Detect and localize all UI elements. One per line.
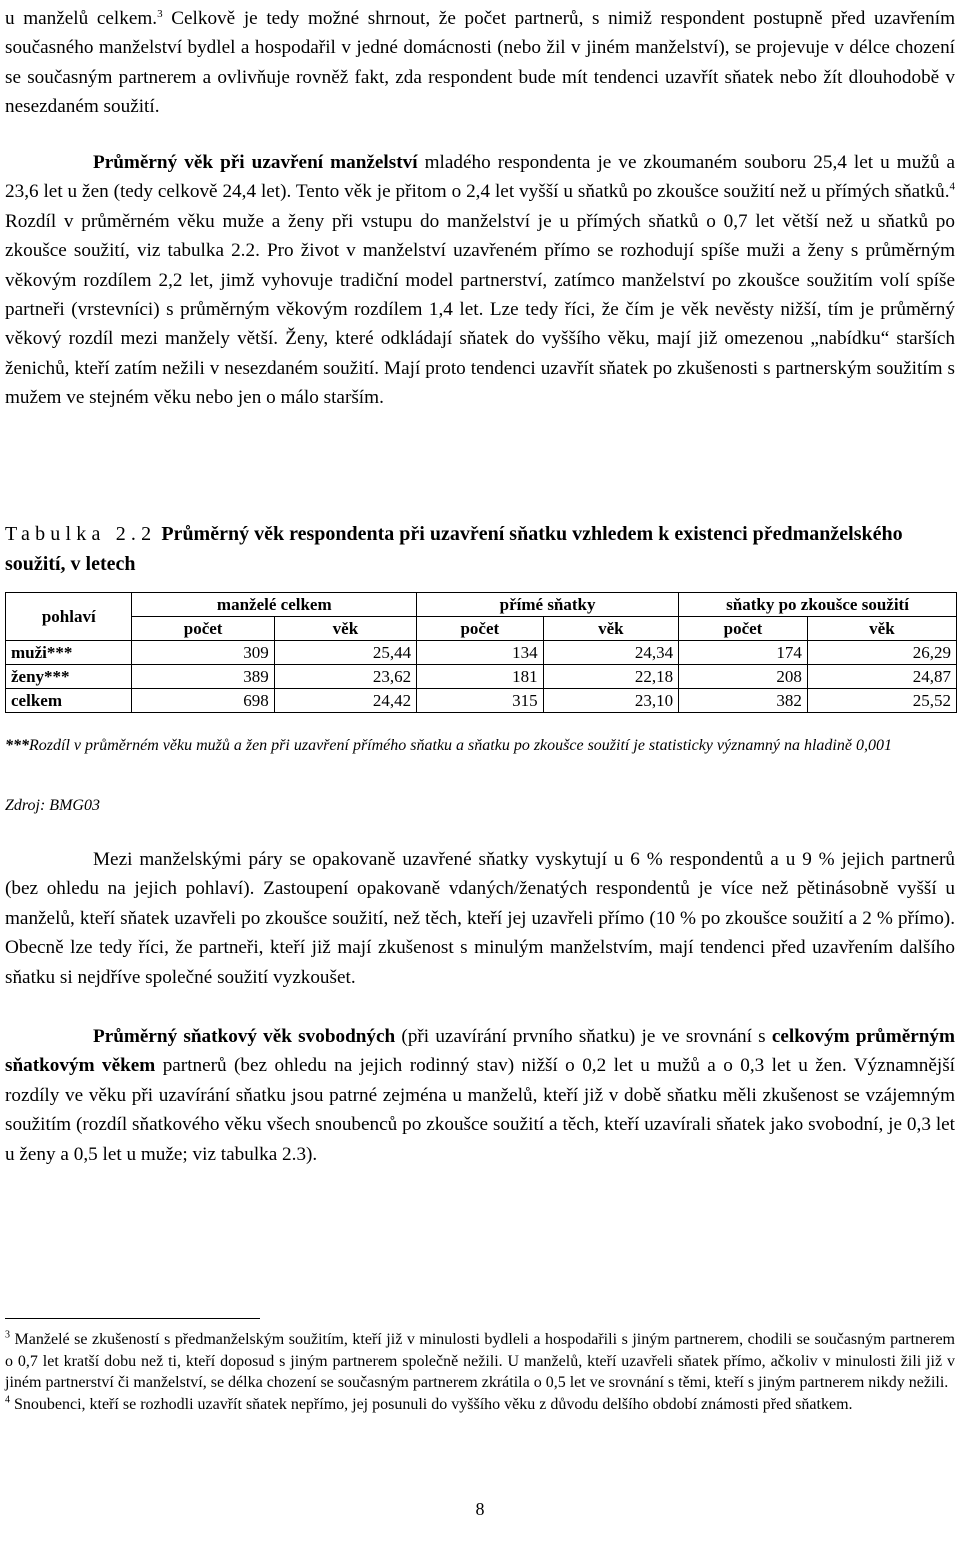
paragraph-average-age (5, 148, 955, 413)
table-cell: 23,10 (543, 689, 679, 713)
paragraph-text: Tento věk je přitom o 2,4 let vyšší u sňatků po zkoušce soužití než u přímých sňatků. (291, 181, 950, 203)
table-header-row (6, 593, 957, 617)
row-label: ženy*** (6, 665, 132, 689)
table-cell: 181 (417, 665, 543, 689)
table-cell: 24,87 (807, 665, 956, 689)
table-caption: Průměrný věk respondenta při uzavření sňatku vzhledem k existenci předmanželského soužití, v letech (5, 523, 903, 575)
paragraph-text: (při uzavírání prvního sňatku) je ve srovnání s (395, 1026, 772, 1047)
page-number: 8 (475, 1499, 485, 1519)
footnote-ref-4: 4 (949, 181, 955, 194)
row-label: celkem (6, 689, 132, 713)
table-cell: 309 (132, 641, 274, 665)
table-row (6, 689, 957, 713)
column-header: počet (417, 617, 543, 641)
column-header: počet (679, 617, 808, 641)
table-title (5, 519, 955, 579)
table-cell: 23,62 (274, 665, 416, 689)
column-header-sex: pohlaví (6, 593, 132, 641)
column-header: věk (274, 617, 416, 641)
bold-term: Průměrný věk při uzavření manželství (93, 152, 418, 173)
footnote-text: Snoubenci, kteří se rozhodli uzavřít sňatek nepřímo, jej posunuli do vyššího věku z důvodu delšího období známosti před sňatkem. (10, 1395, 853, 1413)
significance-stars: *** (5, 737, 29, 754)
table-cell: 698 (132, 689, 274, 713)
table-cell: 134 (417, 641, 543, 665)
table-cell: 24,42 (274, 689, 416, 713)
table-source: Zdroj: BMG03 (5, 797, 100, 814)
bold-term: celkovým průměrným sňatkovým věkem (5, 1026, 955, 1077)
table-note-text: Rozdíl v průměrném věku mužů a žen při uzavření přímého sňatku a sňatku po zkoušce soužití je statisticky významný na hladině 0,001 (29, 737, 892, 754)
footnote-3 (5, 1329, 955, 1394)
table-cell: 25,44 (274, 641, 416, 665)
footnote-number: 4 (5, 1394, 10, 1406)
table-cell: 174 (679, 641, 808, 665)
table-cell: 389 (132, 665, 274, 689)
column-group-header: sňatky po zkoušce soužití (679, 593, 957, 617)
row-label: muži*** (6, 641, 132, 665)
table-cell: 25,52 (807, 689, 956, 713)
footnote-ref-3: 3 (157, 7, 163, 20)
column-group-header: přímé sňatky (417, 593, 679, 617)
table-subheader-row (6, 617, 957, 641)
column-group-header: manželé celkem (132, 593, 417, 617)
footnote-text: Manželé se zkušeností s předmanželským soužitím, kteří již v minulosti bydleli a hospodařili s jiným partnerem, chodili se současným partnerem o 0,7 let kratší dobu než ti, kteří doposud s jiným partnerem společně nežili. U manželů, kteří uzavřeli sňatek přímo, ačkoliv v minulosti žili již v jiném partnerství či manželství, se délka chození se současným partnerem zkrátila o 0,5 let ve srovnání s těmi, kteří s jiným partnerem nikdy nežili. (5, 1331, 955, 1392)
table-label: Tabulka 2.2 (5, 523, 157, 545)
table-row (6, 665, 957, 689)
paragraph-summary (5, 4, 955, 122)
data-table (5, 592, 957, 713)
footnote-4 (5, 1394, 955, 1416)
column-header: věk (807, 617, 956, 641)
table-row (6, 641, 957, 665)
table-cell: 315 (417, 689, 543, 713)
table-cell: 26,29 (807, 641, 956, 665)
paragraph-repeated-marriages: Mezi manželskými páry se opakovaně uzavřené sňatky vyskytují u 6 % respondentů a u 9 % jejich partnerů (bez ohledu na jejich pohlaví). Zastoupení opakovaně vdaných/ženatých respondentů je více než pětinásobně vyšší u manželů, kteří sňatek uzavřeli po zkoušce soužití, než těch, kteří jej uzavřeli přímo (10 % po zkoušce soužití a 2 % přímo). Obecně lze tedy říci, že partneři, kteří již mají zkušenost s minulým manželstvím, mají tendenci před uzavřením dalšího sňatku si nejdříve společné soužití vyzkoušet. (5, 849, 955, 988)
column-header: věk (543, 617, 679, 641)
paragraph-text: Celkově je tedy možné shrnout, že počet partnerů, s nimiž respondent postupně před uzavřením současného manželství bydlel a hospodařil v jedné domácnosti (nebo žil v jiném manželství), se projevuje v délce chození se současným partnerem a ovlivňuje rovněž fakt, zda respondent bude mít tendenci uzavřít sňatek nebo žít dlouhodobě v nesezdaném soužití. (5, 8, 955, 118)
column-header: počet (132, 617, 274, 641)
table-cell: 24,34 (543, 641, 679, 665)
footnotes (5, 1329, 955, 1415)
table-cell: 382 (679, 689, 808, 713)
paragraph-single-age (5, 1022, 955, 1169)
paragraph-text: Rozdíl v průměrném věku muže a ženy při vstupu do manželství je u přímých sňatků o 0,7 let větší než u sňatků po zkoušce soužití, viz tabulka 2.2. Pro život v manželství uzavřeném přímo se rozhodují spíše muži a ženy s průměrným věkovým rozdílem 2,2 let, jimž vyhovuje tradiční model partnerství, zatímco manželství po zkoušce soužitím volí spíše partneři (vrstevníci) s průměrným věkovým rozdílem 1,4 let. Lze tedy říci, že čím je věk nevěsty nižší, tím je průměrný věkový rozdíl mezi manžely větší. Ženy, které odkládají sňatek do vyššího věku, mají již omezenou „nabídku“ starších ženichů, kteří zatím nežili v nesezdaném soužití. Mají proto tendenci uzavřít sňatek po zkušenosti s partnerským soužitím s mužem ve stejném věku nebo jen o málo starším. (5, 210, 955, 409)
table-note (5, 735, 955, 757)
table-cell: 208 (679, 665, 808, 689)
paragraph-text: mladého respondenta je ve zkoumaném souboru 25,4 let u mužů a 23,6 let u žen (tedy celkově 24,4 let). (5, 152, 955, 203)
footnote-divider (5, 1318, 260, 1319)
paragraph-lead-text: u manželů celkem. (5, 8, 158, 29)
bold-term: Průměrný sňatkový věk svobodných (93, 1026, 396, 1047)
table-cell: 22,18 (543, 665, 679, 689)
paragraph-text: partnerů (bez ohledu na jejich rodinný stav) nižší o 0,2 let u mužů a o 0,3 let u žen. Významnější rozdíly ve věku při uzavírání sňatku jsou patrné zejména u manželů, kteří již v době sňatku měli zkušenost se vzájemným soužitím (rozdíl sňatkového věku všech snoubenců po zkoušce soužití a těch, kteří uzavírali sňatek jako svobodní, je 0,3 let u ženy a 0,5 let u muže; viz tabulka 2.3). (5, 1055, 955, 1165)
footnote-number: 3 (5, 1329, 10, 1341)
